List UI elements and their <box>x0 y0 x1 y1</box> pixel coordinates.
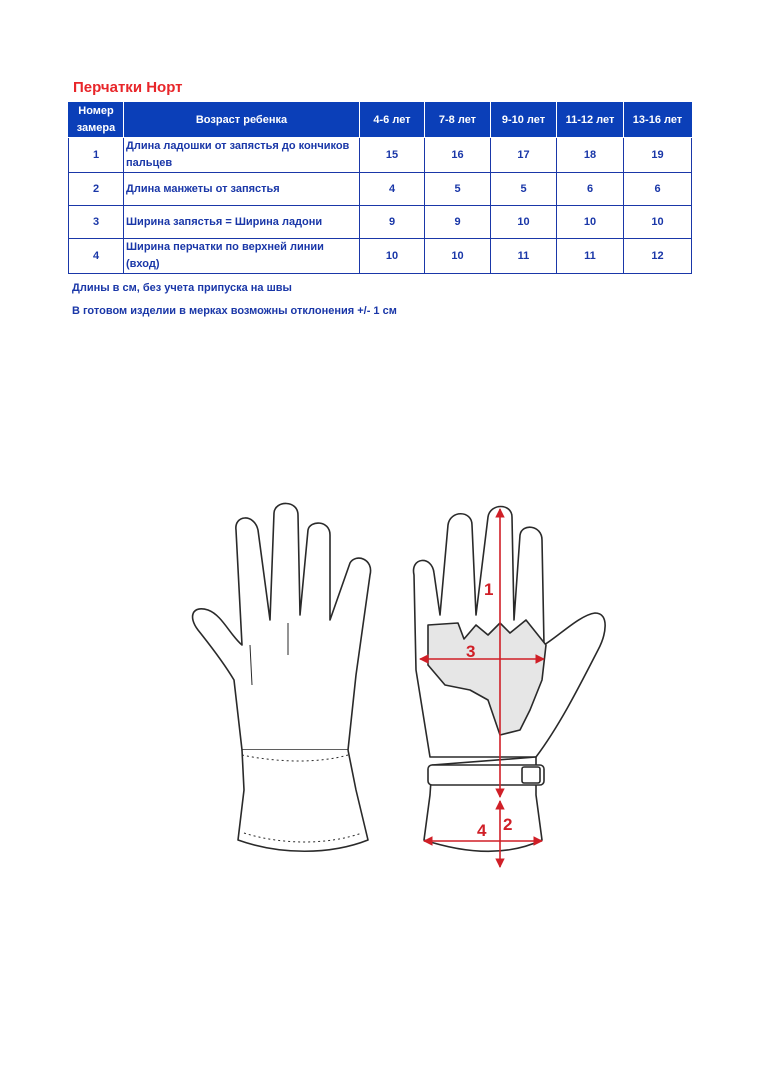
row-parameter: Ширина запястья = Ширина ладони <box>124 206 360 239</box>
row-value: 19 <box>624 138 692 173</box>
row-value: 16 <box>425 138 491 173</box>
row-value: 6 <box>624 173 692 206</box>
row-value: 6 <box>557 173 624 206</box>
measure-label-4: 4 <box>477 821 487 840</box>
header-cell-number: Номер замера <box>69 103 124 138</box>
row-number: 1 <box>69 138 124 173</box>
row-value: 10 <box>360 239 425 274</box>
size-table <box>68 102 692 274</box>
row-value: 5 <box>425 173 491 206</box>
header-cell-age-9-10: 9-10 лет <box>491 103 557 138</box>
row-value: 10 <box>491 206 557 239</box>
row-value: 9 <box>425 206 491 239</box>
row-parameter: Длина манжеты от запястья <box>124 173 360 206</box>
glove-back-icon <box>193 503 371 851</box>
header-cell-age-4-6: 4-6 лет <box>360 103 425 138</box>
row-value: 5 <box>491 173 557 206</box>
row-value: 10 <box>557 206 624 239</box>
page-title: Перчатки Норт <box>73 79 183 96</box>
row-value: 18 <box>557 138 624 173</box>
header-cell-age-7-8: 7-8 лет <box>425 103 491 138</box>
row-value: 11 <box>491 239 557 274</box>
row-number: 3 <box>69 206 124 239</box>
table-row <box>69 138 692 173</box>
row-value: 9 <box>360 206 425 239</box>
table-row <box>69 173 692 206</box>
row-parameter: Длина ладошки от запястья до кончиков пальцев <box>124 138 360 173</box>
row-value: 10 <box>425 239 491 274</box>
header-cell-age: Возраст ребенка <box>124 103 360 138</box>
measure-label-2: 2 <box>503 815 513 834</box>
glove-diagram <box>170 495 620 885</box>
row-value: 17 <box>491 138 557 173</box>
table-row <box>69 239 692 274</box>
glove-palm-icon <box>414 507 606 852</box>
note-units: Длины в см, без учета припуска на швы <box>72 282 292 294</box>
table-row <box>69 206 692 239</box>
note-tolerance: В готовом изделии в мерках возможны отклонения +/- 1 см <box>72 305 397 317</box>
measure-label-1: 1 <box>484 580 494 599</box>
row-value: 4 <box>360 173 425 206</box>
row-number: 4 <box>69 239 124 274</box>
row-value: 11 <box>557 239 624 274</box>
row-value: 12 <box>624 239 692 274</box>
row-number: 2 <box>69 173 124 206</box>
row-parameter: Ширина перчатки по верхней линии (вход) <box>124 239 360 274</box>
row-value: 10 <box>624 206 692 239</box>
header-cell-age-11-12: 11-12 лет <box>557 103 624 138</box>
header-cell-age-13-16: 13-16 лет <box>624 103 692 138</box>
row-value: 15 <box>360 138 425 173</box>
measure-label-3: 3 <box>466 642 476 661</box>
table-header-row <box>69 103 692 138</box>
